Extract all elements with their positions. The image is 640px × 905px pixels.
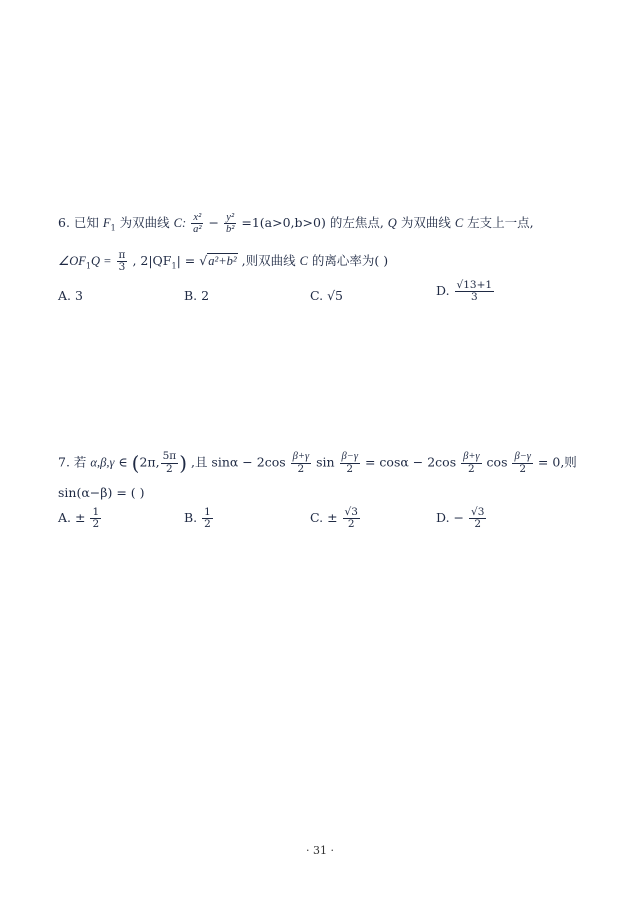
option-value: √5 [327,288,343,303]
option-fraction [202,507,213,530]
radicand: a²+b² [208,254,237,269]
option-sign: ± [327,510,338,526]
text: = 0,则 [537,454,577,470]
option-label: B. [184,288,198,303]
curve-symbol: C [454,216,464,231]
option-sign: ± [75,510,86,526]
angle-end: Q = [90,254,112,269]
page-number: · 31 · [306,844,334,857]
sqrt-expression: √a²+b² [199,253,237,269]
minus: − [208,215,219,231]
option-value: 3 [75,288,83,303]
numerator: β+γ [463,451,480,463]
denominator: a² [193,224,202,236]
question-7-line-2 [58,485,145,500]
option-fraction [343,507,360,530]
denominator: 2 [519,462,527,475]
option-fraction [90,507,101,530]
numerator: 1 [204,506,211,518]
denominator: 3 [118,261,126,274]
denominator: 2 [347,518,355,531]
interval-start: 2π, [139,454,160,470]
denominator: 2 [474,518,482,531]
denominator: 2 [204,518,211,531]
subscript: 1 [171,261,177,271]
fraction-y-over-b [224,212,236,235]
equation-rhs: =1(a>0,b>0) [241,215,326,231]
numerator: √3 [344,506,358,518]
numerator: x² [193,212,202,223]
text: 的离心率为( ) [311,253,389,269]
text: 若 [73,454,87,470]
denominator: 3 [470,291,478,304]
fraction-1 [291,451,311,474]
option-fraction [469,507,486,530]
text: 为双曲线 [400,215,451,231]
text: 为双曲线 [119,215,170,231]
text: | = [176,253,196,269]
text: sin(α−β) = ( ) [58,485,145,500]
denominator: 2 [92,518,100,531]
element-of: ∈ [118,454,128,470]
option-label: D. [436,510,450,526]
left-paren: ( [131,451,140,475]
question-number: 7. [58,454,70,470]
focus-symbol: F [102,216,111,231]
option-a[interactable] [58,288,83,303]
fraction-2 [340,451,360,474]
numerator: √13+1 [456,279,493,291]
numerator: 5π [162,450,177,463]
text: cos [486,454,508,470]
text: sin [316,454,335,470]
option-label: A. [58,510,72,526]
fraction-5pi-over-2 [161,451,179,474]
option-c[interactable] [310,507,361,530]
option-value: 2 [201,288,210,303]
fraction-pi-over-3 [117,250,128,273]
option-label: D. [436,283,450,299]
option-label: B. [184,510,198,526]
denominator: 2 [297,462,305,475]
option-label: A. [58,288,72,303]
text: ,则双曲线 [241,253,296,269]
question-7-line-1 [58,451,577,475]
subscript: 1 [110,223,116,233]
fraction-x-over-a [191,212,203,235]
option-b[interactable] [184,507,214,530]
option-label: C. [310,510,324,526]
question-6-line-1 [58,212,534,235]
subscript: 1 [85,261,91,271]
option-d[interactable] [436,280,495,303]
denominator: 2 [467,462,475,475]
option-fraction [455,280,495,303]
angle: ∠OF [58,254,86,269]
text: , 2|QF [132,253,172,269]
numerator: √3 [471,506,485,518]
text: 的左焦点, [329,215,384,231]
question-6-line-2 [58,250,388,273]
right-paren: ) [179,451,187,475]
text: 已知 [73,215,99,231]
point-symbol: Q [387,216,397,231]
option-a[interactable] [58,507,102,530]
option-b[interactable] [184,288,209,303]
numerator: y² [226,212,235,223]
variables: α,β,γ [90,455,115,470]
option-c[interactable] [310,288,343,303]
denominator: 2 [346,462,354,475]
denominator: b² [225,224,235,236]
text: = cosα − 2cos [364,454,457,470]
numerator: β+γ [292,451,310,463]
denominator: 2 [166,462,173,475]
text: ,且 sinα − 2cos [190,454,286,470]
numerator: β−γ [341,451,358,463]
numerator: 1 [92,506,100,518]
option-label: C. [310,288,324,303]
text: 左支上一点, [467,215,534,231]
option-sign: − [453,510,465,526]
fraction-3 [461,451,481,474]
option-d[interactable] [436,507,487,530]
curve-symbol: C [299,254,308,269]
numerator: β−γ [514,451,531,463]
numerator: π [118,249,126,261]
fraction-4 [512,451,532,474]
curve-symbol: C: [173,216,187,231]
question-number: 6. [58,215,70,231]
